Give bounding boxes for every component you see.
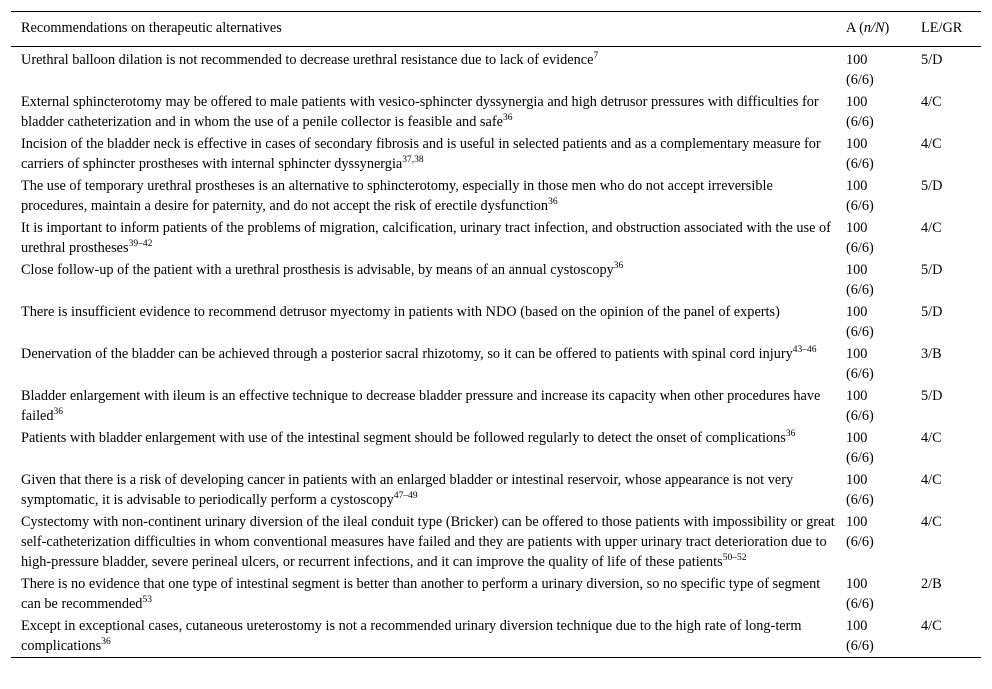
- level-cell: 4/C: [921, 514, 942, 530]
- agreement-percent: 100: [846, 514, 868, 530]
- agreement-fraction: (6/6): [846, 240, 874, 256]
- level-cell: 4/C: [921, 220, 942, 236]
- table-row: [11, 301, 981, 343]
- agreement-fraction: (6/6): [846, 156, 874, 172]
- table-row: [11, 427, 981, 469]
- agreement-percent: 100: [846, 94, 868, 110]
- agreement-fraction: (6/6): [846, 450, 874, 466]
- recommendation-text: There is no evidence that one type of intestinal segment is better than another to perform a urinary diversion, so no specific type of segment can be recommended: [21, 576, 821, 612]
- reference-superscript: 36: [613, 261, 624, 271]
- recommendation-cell: [11, 615, 846, 658]
- reference-superscript: 43–46: [792, 345, 817, 355]
- agreement-fraction: (6/6): [846, 282, 874, 298]
- agreement-cell: [846, 469, 921, 511]
- table-header-row: [11, 12, 981, 47]
- reference-superscript: 36: [785, 429, 796, 439]
- level-cell: 3/B: [921, 346, 942, 362]
- recommendation-text: Except in exceptional cases, cutaneous ureterostomy is not a recommended urinary diversion technique due to the high rate of long-term complications: [21, 618, 802, 654]
- agreement-percent: 100: [846, 576, 868, 592]
- agreement-fraction: (6/6): [846, 324, 874, 340]
- agreement-cell: [846, 217, 921, 259]
- agreement-cell: [846, 573, 921, 615]
- header-agreement-suffix: ): [884, 20, 890, 36]
- table-row: [11, 469, 981, 511]
- agreement-cell: [846, 427, 921, 469]
- reference-superscript: 47–49: [393, 491, 418, 501]
- recommendation-cell: [11, 427, 846, 469]
- table-row: [11, 47, 981, 92]
- recommendation-cell: [11, 133, 846, 175]
- agreement-percent: 100: [846, 52, 868, 68]
- agreement-percent: 100: [846, 136, 868, 152]
- reference-superscript: 36: [101, 637, 111, 647]
- agreement-fraction: (6/6): [846, 366, 874, 382]
- level-cell: 4/C: [921, 94, 942, 110]
- recommendation-cell: [11, 47, 846, 92]
- agreement-cell: [846, 47, 921, 92]
- header-agreement: [846, 12, 921, 47]
- agreement-percent: 100: [846, 388, 868, 404]
- header-level: LE/GR: [921, 20, 963, 36]
- recommendation-text: Bladder enlargement with ileum is an effective technique to decrease bladder pressure and increase its capacity when other procedures have failed: [21, 388, 821, 424]
- recommendation-text: Patients with bladder enlargement with use of the intestinal segment should be followed regularly to detect the onset of complications: [21, 430, 786, 446]
- agreement-cell: [846, 511, 921, 573]
- recommendation-cell: [11, 91, 846, 133]
- agreement-fraction: (6/6): [846, 492, 874, 508]
- recommendation-cell: [11, 217, 846, 259]
- recommendation-cell: [11, 385, 846, 427]
- agreement-percent: 100: [846, 430, 868, 446]
- level-cell: 2/B: [921, 576, 942, 592]
- recommendation-cell: [11, 175, 846, 217]
- agreement-percent: 100: [846, 178, 868, 194]
- recommendation-cell: [11, 259, 846, 301]
- agreement-cell: [846, 385, 921, 427]
- reference-superscript: 39–42: [128, 239, 153, 249]
- reference-superscript: 36: [502, 113, 513, 123]
- level-cell: 4/C: [921, 430, 942, 446]
- agreement-cell: [846, 133, 921, 175]
- header-agreement-italic: n/N: [863, 20, 885, 36]
- agreement-fraction: (6/6): [846, 596, 874, 612]
- level-cell: 5/D: [921, 304, 943, 320]
- table-row: [11, 511, 981, 573]
- table-row: [11, 343, 981, 385]
- level-cell: 5/D: [921, 262, 943, 278]
- agreement-fraction: (6/6): [846, 408, 874, 424]
- recommendation-text: There is insufficient evidence to recommend detrusor myectomy in patients with NDO (based on the opinion of the panel of experts): [21, 304, 780, 320]
- agreement-percent: 100: [846, 346, 868, 362]
- recommendation-cell: [11, 511, 846, 573]
- agreement-fraction: (6/6): [846, 72, 874, 88]
- table-row: [11, 175, 981, 217]
- header-recommendation: Recommendations on therapeutic alternatives: [21, 20, 282, 36]
- reference-superscript: 50–52: [722, 553, 747, 563]
- table-row: [11, 385, 981, 427]
- recommendation-text: Denervation of the bladder can be achieved through a posterior sacral rhizotomy, so it can be offered to patients with spinal cord injury: [21, 346, 793, 362]
- agreement-fraction: (6/6): [846, 114, 874, 130]
- level-cell: 5/D: [921, 178, 943, 194]
- level-cell: 5/D: [921, 52, 943, 68]
- recommendation-cell: [11, 301, 846, 343]
- recommendation-cell: [11, 469, 846, 511]
- recommendation-text: Close follow-up of the patient with a urethral prosthesis is advisable, by means of an annual cystoscopy: [21, 262, 614, 278]
- table-row: [11, 259, 981, 301]
- table-row: [11, 91, 981, 133]
- agreement-cell: [846, 343, 921, 385]
- recommendation-text: Urethral balloon dilation is not recommended to decrease urethral resistance due to lack of evidence: [21, 52, 594, 68]
- agreement-percent: 100: [846, 472, 868, 488]
- table-row: [11, 133, 981, 175]
- reference-superscript: 53: [142, 595, 152, 605]
- reference-superscript: 37,38: [402, 155, 424, 165]
- recommendation-cell: [11, 573, 846, 615]
- recommendations-table: [11, 11, 981, 658]
- recommendation-text: The use of temporary urethral prostheses is an alternative to sphincterotomy, especially in those men who do not accept irreversible procedures, maintain a desire for paternity, and do not accept the risk of erectile dysfunction: [21, 178, 773, 214]
- agreement-fraction: (6/6): [846, 534, 874, 550]
- agreement-cell: [846, 615, 921, 658]
- recommendation-text: Given that there is a risk of developing cancer in patients with an enlarged bladder or intestinal reservoir, whose appearance is not very symptomatic, it is advisable to periodically perform a cystoscopy: [21, 472, 794, 508]
- table-row: [11, 573, 981, 615]
- recommendations-table-container: [11, 11, 981, 658]
- agreement-cell: [846, 175, 921, 217]
- recommendation-text: Incision of the bladder neck is effective in cases of secondary fibrosis and is useful in selected patients and as a complementary measure for carriers of sphincter prostheses with internal sphincter dyssynergia: [21, 136, 821, 172]
- table-row: [11, 217, 981, 259]
- agreement-fraction: (6/6): [846, 638, 874, 654]
- recommendation-text: It is important to inform patients of the problems of migration, calcification, urinary tract infection, and obstruction associated with the use of urethral prostheses: [21, 220, 831, 256]
- header-agreement-prefix: A (: [846, 20, 864, 36]
- level-cell: 4/C: [921, 618, 942, 634]
- level-cell: 4/C: [921, 136, 942, 152]
- reference-superscript: 36: [548, 197, 558, 207]
- agreement-percent: 100: [846, 220, 868, 236]
- reference-superscript: 36: [53, 407, 64, 417]
- level-cell: 4/C: [921, 472, 942, 488]
- agreement-cell: [846, 91, 921, 133]
- agreement-cell: [846, 259, 921, 301]
- agreement-percent: 100: [846, 262, 868, 278]
- agreement-fraction: (6/6): [846, 198, 874, 214]
- level-cell: 5/D: [921, 388, 943, 404]
- reference-superscript: 7: [593, 51, 599, 61]
- recommendation-text: External sphincterotomy may be offered to male patients with vesico-sphincter dyssynergia and high detrusor pressures with difficulties for bladder catheterization and in whom the use of a penile collector is feasible and safe: [21, 94, 819, 130]
- table-row: [11, 615, 981, 658]
- recommendation-cell: [11, 343, 846, 385]
- table-body: [11, 47, 981, 658]
- agreement-cell: [846, 301, 921, 343]
- recommendation-text: Cystectomy with non-continent urinary diversion of the ileal conduit type (Bricker) can be offered to those patients with impossibility or great self-catheterization difficulties in whom conventional measures have failed and they are patients with upper urinary tract deterioration due to high-pressure bladder, severe perineal ulcers, or recurrent infections, and it can improve the quality of life of these patients: [21, 514, 835, 570]
- agreement-percent: 100: [846, 304, 868, 320]
- agreement-percent: 100: [846, 618, 868, 634]
